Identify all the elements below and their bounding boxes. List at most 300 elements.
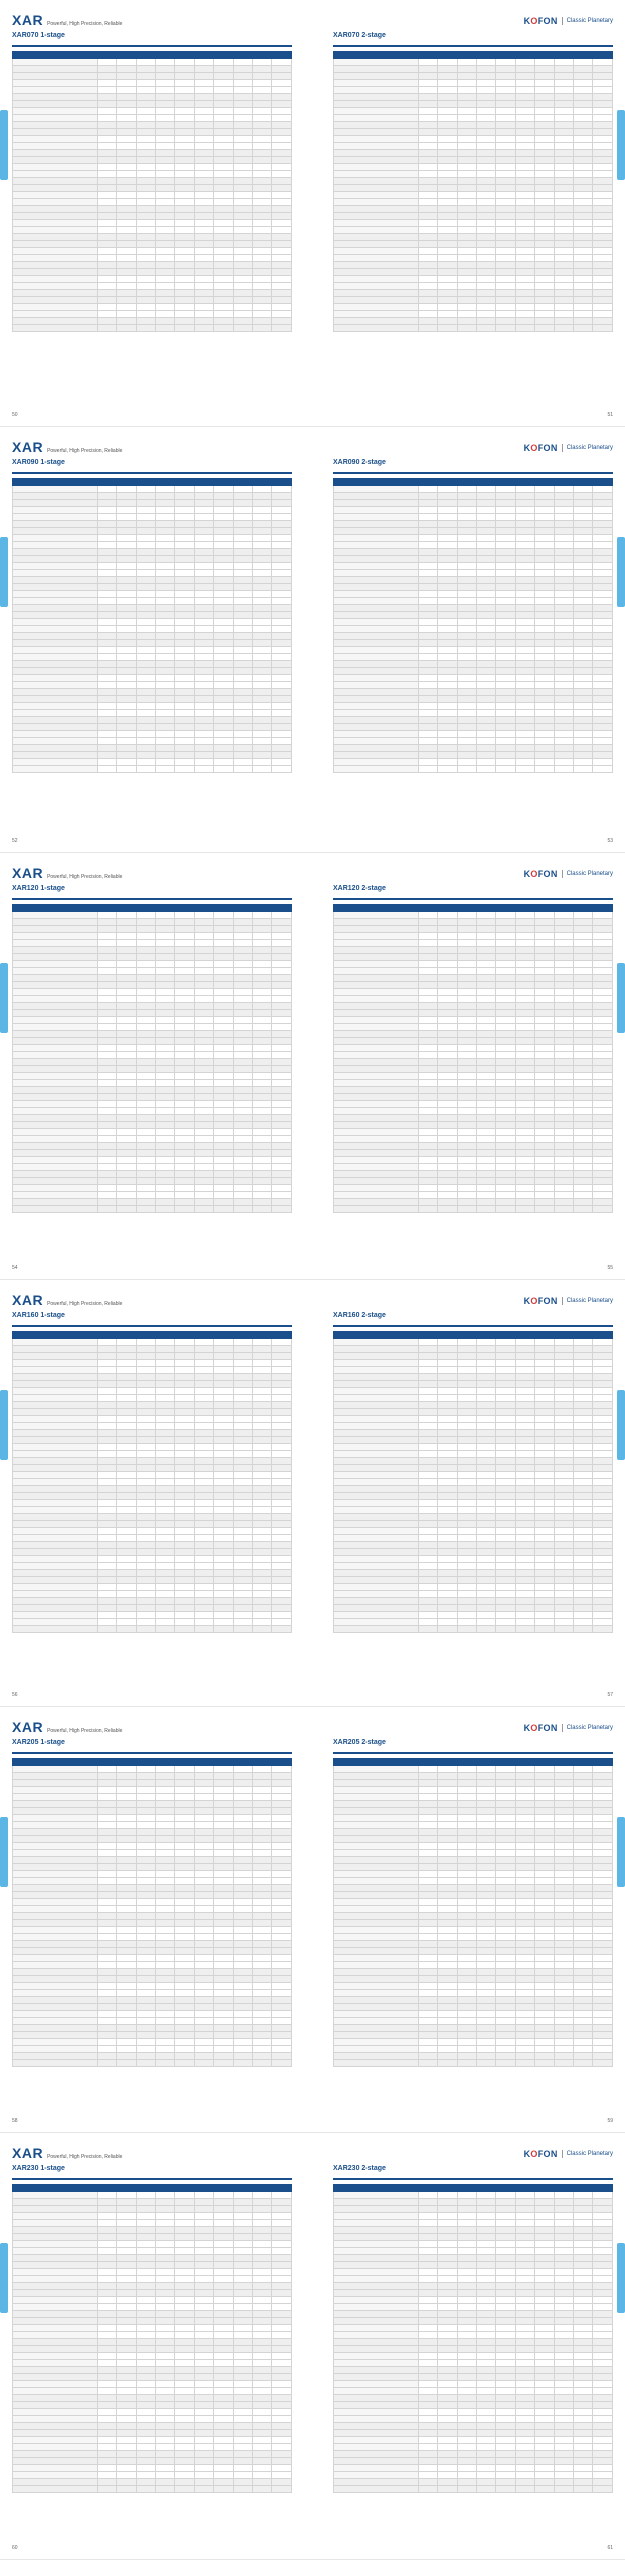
kofon-logo bbox=[524, 1296, 558, 1306]
table-cell bbox=[194, 961, 213, 968]
table-cell bbox=[334, 227, 419, 234]
table-cell bbox=[457, 1891, 476, 1898]
table-cell bbox=[253, 1562, 272, 1569]
table-cell bbox=[117, 632, 136, 639]
table-cell bbox=[574, 1562, 593, 1569]
table-cell bbox=[155, 1115, 174, 1122]
table-cell bbox=[233, 1555, 252, 1562]
kofon-logo-k: K bbox=[523, 1295, 531, 1306]
table-cell bbox=[233, 723, 252, 730]
table-row bbox=[334, 1499, 613, 1506]
table-cell bbox=[593, 1408, 613, 1415]
table-cell bbox=[253, 248, 272, 255]
table-cell bbox=[194, 227, 213, 234]
table-cell bbox=[574, 1457, 593, 1464]
table-cell bbox=[535, 1408, 554, 1415]
table-cell bbox=[175, 702, 194, 709]
table-cell bbox=[476, 1345, 495, 1352]
table-cell bbox=[593, 122, 613, 129]
table-cell bbox=[97, 80, 116, 87]
table-row bbox=[13, 590, 292, 597]
table-cell bbox=[97, 1401, 116, 1408]
table-cell bbox=[438, 80, 457, 87]
table-cell bbox=[214, 1115, 233, 1122]
table-cell bbox=[334, 164, 419, 171]
table-cell bbox=[593, 751, 613, 758]
table-cell bbox=[136, 206, 155, 213]
table-cell bbox=[515, 625, 534, 632]
table-cell bbox=[117, 1569, 136, 1576]
table-row bbox=[13, 185, 292, 192]
table-cell bbox=[175, 304, 194, 311]
table-cell bbox=[117, 2038, 136, 2045]
table-cell bbox=[155, 1527, 174, 1534]
table-cell bbox=[233, 989, 252, 996]
table-cell bbox=[194, 80, 213, 87]
table-cell bbox=[253, 1052, 272, 1059]
table-cell bbox=[13, 954, 98, 961]
table-cell bbox=[438, 975, 457, 982]
table-cell bbox=[136, 1492, 155, 1499]
table-row bbox=[334, 1905, 613, 1912]
table-cell bbox=[97, 1429, 116, 1436]
table-cell bbox=[438, 1562, 457, 1569]
table-cell bbox=[272, 1352, 292, 1359]
table-cell bbox=[554, 234, 573, 241]
table-cell bbox=[214, 1506, 233, 1513]
table-cell bbox=[438, 269, 457, 276]
table-cell bbox=[117, 178, 136, 185]
table-cell bbox=[457, 150, 476, 157]
table-cell bbox=[13, 164, 98, 171]
table-cell bbox=[535, 248, 554, 255]
table-cell bbox=[13, 1380, 98, 1387]
table-cell bbox=[97, 933, 116, 940]
table-cell bbox=[496, 185, 515, 192]
table-cell bbox=[253, 499, 272, 506]
table-row bbox=[334, 1052, 613, 1059]
table-cell bbox=[97, 213, 116, 220]
table-cell bbox=[593, 325, 613, 332]
table-cell bbox=[438, 667, 457, 674]
table-cell bbox=[272, 213, 292, 220]
table-cell bbox=[535, 1108, 554, 1115]
table-cell bbox=[418, 1017, 437, 1024]
table-cell bbox=[194, 744, 213, 751]
table-cell bbox=[117, 101, 136, 108]
table-row bbox=[334, 1415, 613, 1422]
table-cell bbox=[418, 961, 437, 968]
table-cell bbox=[13, 73, 98, 80]
table-cell bbox=[214, 1059, 233, 1066]
table-cell bbox=[476, 297, 495, 304]
table-cell bbox=[253, 1919, 272, 1926]
table-cell bbox=[457, 1793, 476, 1800]
table-cell bbox=[476, 1415, 495, 1422]
table-cell bbox=[117, 199, 136, 206]
table-cell bbox=[194, 478, 213, 485]
table-cell bbox=[593, 1059, 613, 1066]
table-cell bbox=[214, 1143, 233, 1150]
table-cell bbox=[593, 1506, 613, 1513]
table-cell bbox=[593, 1604, 613, 1611]
table-cell bbox=[535, 171, 554, 178]
table-cell bbox=[214, 255, 233, 262]
table-cell bbox=[476, 1926, 495, 1933]
table-cell bbox=[535, 1443, 554, 1450]
table-cell bbox=[253, 269, 272, 276]
table-cell bbox=[13, 989, 98, 996]
table-cell bbox=[272, 1045, 292, 1052]
table-cell bbox=[438, 1842, 457, 1849]
table-cell bbox=[515, 1485, 534, 1492]
table-cell bbox=[515, 1898, 534, 1905]
table-cell bbox=[175, 2017, 194, 2024]
table-cell bbox=[253, 1513, 272, 1520]
table-cell bbox=[136, 1527, 155, 1534]
table-cell bbox=[574, 681, 593, 688]
table-cell bbox=[535, 1073, 554, 1080]
table-cell bbox=[438, 1926, 457, 1933]
table-cell bbox=[593, 744, 613, 751]
table-cell bbox=[496, 1548, 515, 1555]
table-row bbox=[334, 597, 613, 604]
table-cell bbox=[136, 1786, 155, 1793]
table-cell bbox=[175, 2003, 194, 2010]
table-cell bbox=[515, 122, 534, 129]
table-cell bbox=[117, 1087, 136, 1094]
table-cell bbox=[194, 2052, 213, 2059]
table-cell bbox=[13, 1492, 98, 1499]
table-cell bbox=[554, 143, 573, 150]
table-cell bbox=[334, 1380, 419, 1387]
table-row bbox=[334, 1143, 613, 1150]
table-cell bbox=[13, 1394, 98, 1401]
table-cell bbox=[155, 1436, 174, 1443]
table-cell bbox=[155, 982, 174, 989]
table-cell bbox=[515, 660, 534, 667]
table-cell bbox=[334, 961, 419, 968]
table-row bbox=[13, 541, 292, 548]
table-cell bbox=[535, 1394, 554, 1401]
table-cell bbox=[97, 723, 116, 730]
table-row bbox=[334, 1604, 613, 1611]
table-row bbox=[334, 688, 613, 695]
table-cell bbox=[574, 1338, 593, 1345]
table-row bbox=[13, 1891, 292, 1898]
table-cell bbox=[574, 989, 593, 996]
table-row bbox=[334, 1464, 613, 1471]
table-cell bbox=[97, 527, 116, 534]
table-cell bbox=[574, 926, 593, 933]
spec-table bbox=[333, 1331, 613, 1633]
table-cell bbox=[438, 709, 457, 716]
table-cell bbox=[13, 1464, 98, 1471]
table-cell bbox=[194, 653, 213, 660]
table-cell bbox=[418, 66, 437, 73]
table-row bbox=[334, 297, 613, 304]
table-cell bbox=[13, 1982, 98, 1989]
table-cell bbox=[334, 1429, 419, 1436]
table-cell bbox=[194, 982, 213, 989]
table-cell bbox=[194, 1793, 213, 1800]
table-cell bbox=[574, 213, 593, 220]
table-cell bbox=[97, 485, 116, 492]
table-cell bbox=[136, 1975, 155, 1982]
table-cell bbox=[535, 1024, 554, 1031]
table-cell bbox=[593, 1143, 613, 1150]
table-cell bbox=[194, 52, 213, 59]
table-cell bbox=[272, 1122, 292, 1129]
table-cell bbox=[175, 520, 194, 527]
table-cell bbox=[136, 765, 155, 772]
table-cell bbox=[272, 1415, 292, 1422]
table-cell bbox=[272, 1115, 292, 1122]
table-cell bbox=[272, 723, 292, 730]
table-cell bbox=[574, 1849, 593, 1856]
table-cell bbox=[593, 1863, 613, 1870]
table-cell bbox=[253, 1094, 272, 1101]
table-cell bbox=[334, 611, 419, 618]
table-cell bbox=[496, 136, 515, 143]
table-cell bbox=[515, 311, 534, 318]
table-cell bbox=[593, 1576, 613, 1583]
table-cell bbox=[476, 185, 495, 192]
table-cell bbox=[496, 171, 515, 178]
table-cell bbox=[214, 2052, 233, 2059]
table-cell bbox=[272, 751, 292, 758]
table-cell bbox=[593, 1164, 613, 1171]
table-cell bbox=[136, 520, 155, 527]
table-cell bbox=[334, 1136, 419, 1143]
table-cell bbox=[155, 1870, 174, 1877]
table-cell bbox=[233, 1499, 252, 1506]
table-cell bbox=[476, 1157, 495, 1164]
table-row bbox=[334, 1513, 613, 1520]
table-cell bbox=[194, 1576, 213, 1583]
table-cell bbox=[97, 1010, 116, 1017]
table-cell bbox=[334, 1157, 419, 1164]
table-cell bbox=[155, 1199, 174, 1206]
table-row bbox=[334, 1478, 613, 1485]
table-cell bbox=[496, 1842, 515, 1849]
table-header-row bbox=[13, 52, 292, 59]
table-cell bbox=[253, 506, 272, 513]
table-cell bbox=[97, 2017, 116, 2024]
table-cell bbox=[515, 1094, 534, 1101]
table-cell bbox=[496, 1108, 515, 1115]
table-cell bbox=[438, 492, 457, 499]
table-cell bbox=[574, 492, 593, 499]
table-cell bbox=[175, 1996, 194, 2003]
table-cell bbox=[253, 87, 272, 94]
table-cell bbox=[13, 66, 98, 73]
table-cell bbox=[554, 611, 573, 618]
table-cell bbox=[194, 164, 213, 171]
table-cell bbox=[554, 1024, 573, 1031]
table-cell bbox=[457, 1912, 476, 1919]
table-cell bbox=[496, 1394, 515, 1401]
table-cell bbox=[593, 1772, 613, 1779]
table-header-row bbox=[13, 1331, 292, 1338]
table-cell bbox=[253, 52, 272, 59]
table-cell bbox=[233, 199, 252, 206]
table-cell bbox=[334, 1499, 419, 1506]
table-row bbox=[334, 590, 613, 597]
table-cell bbox=[457, 1863, 476, 1870]
table-cell bbox=[155, 730, 174, 737]
table-cell bbox=[554, 905, 573, 912]
table-cell bbox=[554, 1066, 573, 1073]
table-cell bbox=[155, 1940, 174, 1947]
table-cell bbox=[175, 611, 194, 618]
table-cell bbox=[117, 709, 136, 716]
table-cell bbox=[457, 1884, 476, 1891]
table-cell bbox=[574, 227, 593, 234]
table-cell bbox=[194, 1352, 213, 1359]
table-cell bbox=[334, 192, 419, 199]
table-cell bbox=[438, 954, 457, 961]
table-cell bbox=[272, 87, 292, 94]
table-row bbox=[334, 157, 613, 164]
table-cell bbox=[515, 478, 534, 485]
table-cell bbox=[554, 255, 573, 262]
table-cell bbox=[334, 492, 419, 499]
table-row bbox=[13, 115, 292, 122]
table-cell bbox=[194, 1436, 213, 1443]
table-cell bbox=[418, 192, 437, 199]
table-cell bbox=[175, 1387, 194, 1394]
page-title: XAR090 2-stage bbox=[333, 458, 386, 466]
table-cell bbox=[535, 954, 554, 961]
table-row bbox=[334, 1401, 613, 1408]
table-cell bbox=[476, 1080, 495, 1087]
table-cell bbox=[418, 1856, 437, 1863]
table-cell bbox=[593, 1359, 613, 1366]
table-cell bbox=[136, 122, 155, 129]
table-cell bbox=[233, 1569, 252, 1576]
table-cell bbox=[194, 1982, 213, 1989]
table-cell bbox=[535, 1765, 554, 1772]
table-cell bbox=[233, 1157, 252, 1164]
table-cell bbox=[253, 227, 272, 234]
table-row bbox=[334, 1891, 613, 1898]
table-cell bbox=[175, 1842, 194, 1849]
table-cell bbox=[175, 2038, 194, 2045]
table-cell bbox=[117, 122, 136, 129]
table-cell bbox=[438, 660, 457, 667]
table-cell bbox=[515, 255, 534, 262]
table-cell bbox=[253, 1380, 272, 1387]
table-cell bbox=[496, 674, 515, 681]
table-row bbox=[13, 220, 292, 227]
table-cell bbox=[438, 1814, 457, 1821]
table-cell bbox=[194, 1052, 213, 1059]
table-header-row bbox=[13, 478, 292, 485]
table-cell bbox=[515, 646, 534, 653]
table-cell bbox=[535, 1017, 554, 1024]
table-cell bbox=[272, 1779, 292, 1786]
table-cell bbox=[418, 1094, 437, 1101]
table-cell bbox=[535, 311, 554, 318]
table-cell bbox=[253, 1506, 272, 1513]
table-cell bbox=[194, 534, 213, 541]
table-cell bbox=[334, 129, 419, 136]
table-cell bbox=[253, 1038, 272, 1045]
table-cell bbox=[476, 667, 495, 674]
table-cell bbox=[272, 2010, 292, 2017]
table-cell bbox=[233, 1562, 252, 1569]
table-cell bbox=[136, 583, 155, 590]
table-cell bbox=[233, 164, 252, 171]
table-cell bbox=[13, 80, 98, 87]
table-row bbox=[13, 975, 292, 982]
table-cell bbox=[574, 548, 593, 555]
table-cell bbox=[253, 1087, 272, 1094]
table-cell bbox=[535, 1164, 554, 1171]
table-cell bbox=[214, 94, 233, 101]
table-cell bbox=[593, 1821, 613, 1828]
table-cell bbox=[136, 646, 155, 653]
table-cell bbox=[593, 758, 613, 765]
table-cell bbox=[593, 506, 613, 513]
table-row bbox=[334, 1080, 613, 1087]
table-row bbox=[13, 1087, 292, 1094]
table-cell bbox=[155, 115, 174, 122]
table-cell bbox=[97, 926, 116, 933]
table-cell bbox=[117, 1038, 136, 1045]
table-cell bbox=[13, 1171, 98, 1178]
table-cell bbox=[418, 947, 437, 954]
table-cell bbox=[136, 66, 155, 73]
table-cell bbox=[476, 1758, 495, 1765]
table-cell bbox=[515, 1926, 534, 1933]
table-cell bbox=[214, 597, 233, 604]
table-row bbox=[334, 1429, 613, 1436]
table-cell bbox=[136, 1534, 155, 1541]
side-tab-left bbox=[0, 110, 8, 180]
table-cell bbox=[136, 1982, 155, 1989]
table-cell bbox=[97, 653, 116, 660]
table-cell bbox=[334, 1115, 419, 1122]
table-cell bbox=[117, 276, 136, 283]
table-cell bbox=[117, 108, 136, 115]
table-cell bbox=[194, 1975, 213, 1982]
table-row bbox=[13, 1366, 292, 1373]
title-rule bbox=[333, 1752, 613, 1754]
table-cell bbox=[496, 1464, 515, 1471]
table-cell bbox=[476, 1059, 495, 1066]
table-cell bbox=[593, 947, 613, 954]
table-cell bbox=[233, 1807, 252, 1814]
table-cell bbox=[136, 213, 155, 220]
table-cell bbox=[175, 982, 194, 989]
table-cell bbox=[476, 1185, 495, 1192]
table-cell bbox=[418, 297, 437, 304]
table-cell bbox=[334, 171, 419, 178]
table-cell bbox=[535, 989, 554, 996]
table-cell bbox=[175, 1436, 194, 1443]
table-cell bbox=[155, 1541, 174, 1548]
table-cell bbox=[253, 1961, 272, 1968]
table-cell bbox=[233, 1401, 252, 1408]
table-cell bbox=[233, 192, 252, 199]
table-cell bbox=[155, 1478, 174, 1485]
table-cell bbox=[593, 143, 613, 150]
brand-header bbox=[12, 1292, 122, 1308]
table-cell bbox=[535, 625, 554, 632]
table-cell bbox=[155, 269, 174, 276]
